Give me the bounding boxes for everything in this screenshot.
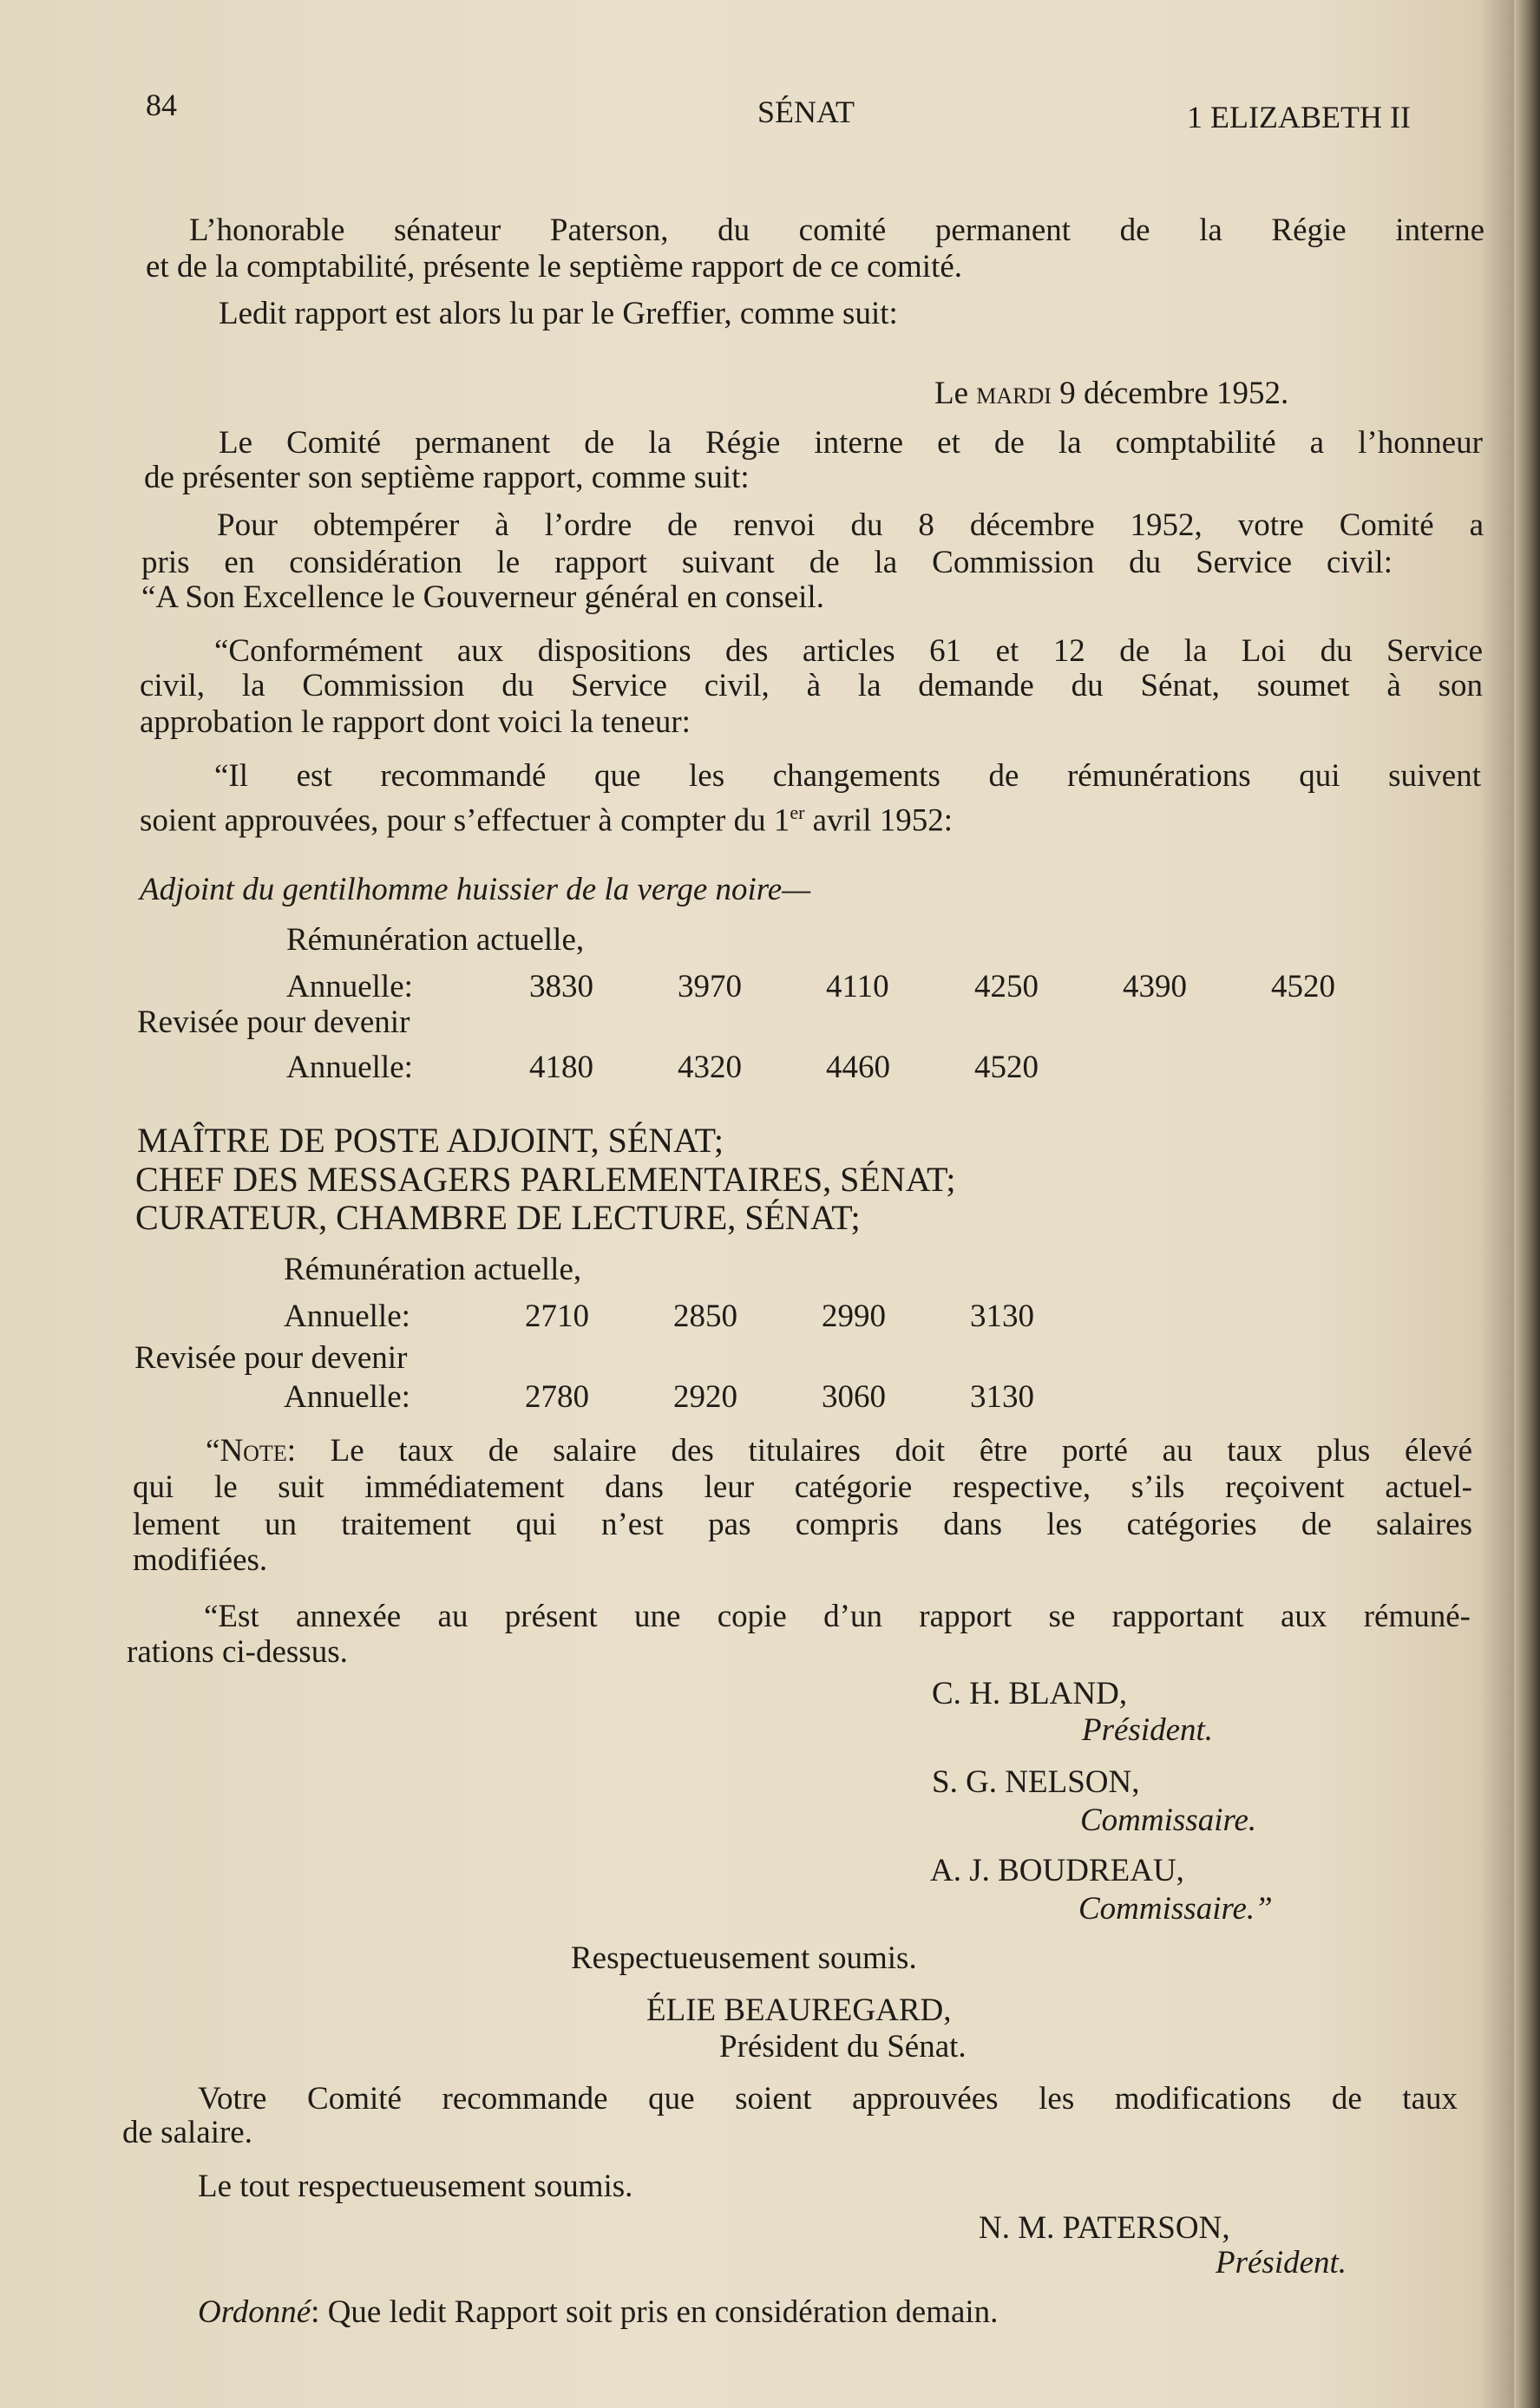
section1-current-value: 4250 xyxy=(974,969,1039,1004)
section2-title-line-2: CHEF DES MESSAGERS PARLEMENTAIRES, SÉNAT; xyxy=(135,1160,956,1199)
order-text: : Que ledit Rapport soit pris en considération demain. xyxy=(311,2294,999,2330)
section2-current-value: 2990 xyxy=(822,1299,886,1334)
order-label: Ordonné xyxy=(198,2294,311,2330)
section2-current-value: 3130 xyxy=(970,1299,1034,1334)
order-line xyxy=(198,2294,998,2331)
senate-president-title: Président du Sénat. xyxy=(719,2029,967,2064)
section1-title: Adjoint du gentilhomme huissier de la verge noire— xyxy=(140,872,811,907)
page-number: 84 xyxy=(146,88,177,122)
date-line xyxy=(934,376,1288,412)
note-text: : Le taux de salaire des titulaires doit être porté au taux plus élevé xyxy=(286,1433,1472,1469)
report-line-9: “Il est recommandé que les changements de rémunérations qui suivent xyxy=(214,758,1481,794)
section2-revised-value: 2920 xyxy=(673,1379,737,1415)
section1-current-value: 3970 xyxy=(678,969,742,1004)
report-line-1: Le Comité permanent de la Régie interne et de la comptabilité a l’honneur xyxy=(219,425,1483,461)
section2-current-value: 2710 xyxy=(525,1299,589,1334)
section1-revised-label: Revisée pour devenir xyxy=(137,1004,410,1040)
report-line-6: “Conformément aux dispositions des articles 61 et 12 de la Loi du Service xyxy=(214,633,1483,669)
recommendation-line-1: Votre Comité recommande que soient approuvées les modifications de taux xyxy=(198,2081,1458,2117)
section1-revised-value: 4460 xyxy=(826,1050,890,1085)
section2-title-line-3: CURATEUR, CHAMBRE DE LECTURE, SÉNAT; xyxy=(135,1198,861,1237)
report-line-7: civil, la Commission du Service civil, à la demande du Sénat, soumet à son xyxy=(140,668,1483,703)
page-edge-shadow xyxy=(1514,0,1540,2408)
note-quote: “ xyxy=(206,1433,220,1469)
intro-line-3: Ledit rapport est alors lu par le Greffier, comme suit: xyxy=(219,296,898,331)
intro-line-1: L’honorable sénateur Paterson, du comité permanent de la Régie interne xyxy=(189,213,1484,248)
section1-current-value: 4110 xyxy=(826,969,889,1004)
section2-title-line-1: MAÎTRE DE POSTE ADJOINT, SÉNAT; xyxy=(137,1121,724,1160)
chair-name: N. M. PATERSON, xyxy=(979,2210,1230,2246)
chair-title: Président. xyxy=(1216,2245,1347,2280)
section1-current-label: Rémunération actuelle, xyxy=(286,922,585,958)
section1-annual-label: Annuelle: xyxy=(286,969,413,1004)
note-keyword: Note xyxy=(220,1433,287,1469)
section1-current-value: 4520 xyxy=(1271,969,1335,1004)
section1-revised-value: 4520 xyxy=(974,1050,1039,1085)
section2-annual-label: Annuelle: xyxy=(284,1379,410,1415)
intro-line-2: et de la comptabilité, présente le septième rapport de ce comité. xyxy=(146,249,963,285)
note-line-1 xyxy=(206,1433,1472,1469)
note-line-4: modifiées. xyxy=(133,1542,268,1578)
date-day: mardi xyxy=(976,376,1052,411)
section1-current-value: 3830 xyxy=(529,969,593,1004)
report-line-4: pris en considération le rapport suivant de la Commission du Service civil: xyxy=(141,545,1393,580)
annex-line-1: “Est annexée au présent une copie d’un rapport se rapportant aux rémuné- xyxy=(204,1599,1471,1634)
senate-president-name: ÉLIE BEAUREGARD, xyxy=(646,1992,952,2028)
section1-annual-label: Annuelle: xyxy=(286,1050,413,1085)
date-prefix: Le xyxy=(934,376,969,411)
section2-revised-label: Revisée pour devenir xyxy=(134,1340,408,1376)
recommendation-line-2: de salaire. xyxy=(122,2115,252,2150)
signature-name: A. J. BOUDREAU, xyxy=(930,1853,1184,1888)
regnal-year: 1 ELIZABETH II xyxy=(1187,100,1411,134)
section2-current-value: 2850 xyxy=(673,1299,737,1334)
report-line-8: approbation le rapport dont voici la teneur: xyxy=(140,704,691,740)
effective-date-text: soient approuvées, pour s’effectuer à compter du 1 xyxy=(140,802,790,839)
all-respectfully-submitted: Le tout respectueusement soumis. xyxy=(198,2169,633,2204)
effective-date-text-end: avril 1952: xyxy=(804,802,953,839)
signature-name: S. G. NELSON, xyxy=(932,1764,1140,1800)
note-line-3: lement un traitement qui n’est pas compris dans les catégories de salaires xyxy=(133,1507,1472,1542)
report-line-3: Pour obtempérer à l’ordre de renvoi du 8 décembre 1952, votre Comité a xyxy=(217,507,1484,543)
report-line-10 xyxy=(140,795,953,839)
running-head: SÉNAT xyxy=(757,95,855,129)
annex-line-2: rations ci-dessus. xyxy=(127,1634,348,1670)
respectfully-submitted: Respectueusement soumis. xyxy=(571,1940,917,1976)
section2-revised-value: 3130 xyxy=(970,1379,1034,1415)
section1-revised-value: 4180 xyxy=(529,1050,593,1085)
ordinal-superscript: er xyxy=(790,802,805,823)
date-value: 9 décembre 1952. xyxy=(1059,376,1289,411)
section1-revised-value: 4320 xyxy=(678,1050,742,1085)
section2-revised-value: 2780 xyxy=(525,1379,589,1415)
signature-name: C. H. BLAND, xyxy=(932,1676,1128,1711)
section1-current-value: 4390 xyxy=(1123,969,1187,1004)
signature-title: Président. xyxy=(1082,1712,1214,1748)
section2-current-label: Rémunération actuelle, xyxy=(284,1252,582,1287)
note-line-2: qui le suit immédiatement dans leur catégorie respective, s’ils reçoivent actuel- xyxy=(133,1469,1472,1505)
section2-revised-value: 3060 xyxy=(822,1379,886,1415)
report-line-5: “A Son Excellence le Gouverneur général en conseil. xyxy=(141,579,824,615)
section2-annual-label: Annuelle: xyxy=(284,1299,410,1334)
signature-title: Commissaire. xyxy=(1080,1803,1257,1838)
signature-title: Commissaire.” xyxy=(1078,1891,1273,1927)
report-line-2: de présenter son septième rapport, comme suit: xyxy=(144,460,750,495)
